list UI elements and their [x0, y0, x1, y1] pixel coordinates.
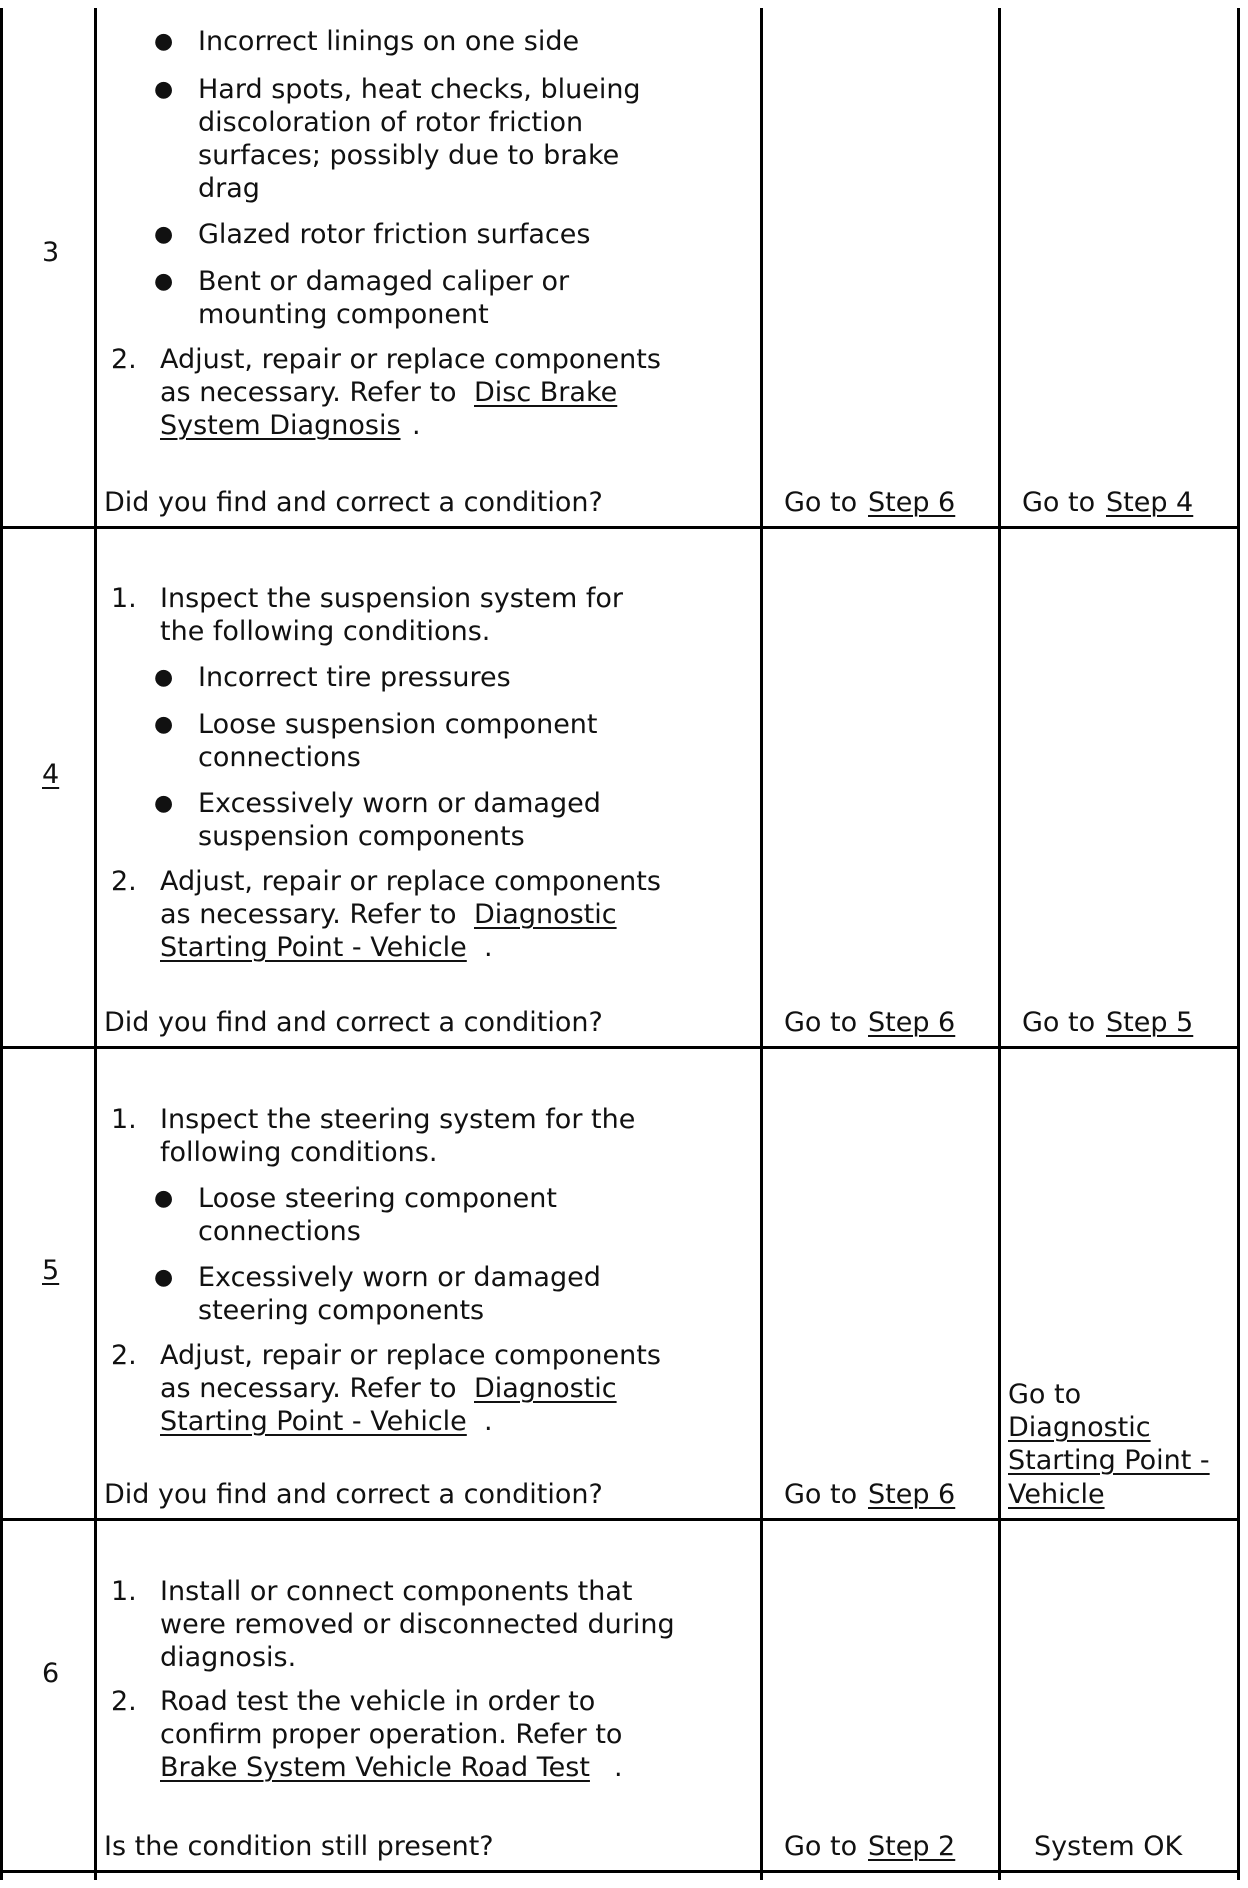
column-divider-yes	[760, 8, 763, 1880]
bullet: ●	[154, 222, 174, 247]
link-diagnostic-starting-point-cont[interactable]: Starting Point - Vehicle	[160, 1406, 467, 1437]
yes-link[interactable]: Step 6	[868, 487, 956, 518]
item-text: as necessary. Refer to	[160, 1373, 457, 1404]
bullet: ●	[154, 665, 174, 690]
item-text: Install or connect components that	[160, 1576, 633, 1607]
yes-link[interactable]: Step 6	[868, 1007, 956, 1038]
bullet-text: Loose suspension component	[198, 709, 598, 740]
no-link[interactable]: Step 4	[1106, 487, 1194, 518]
item-text: Inspect the steering system for the	[160, 1104, 636, 1135]
bullet-text: Incorrect tire pressures	[198, 662, 511, 693]
no-prefix: Go to	[1022, 1007, 1096, 1038]
yes-prefix: Go to	[784, 1831, 858, 1862]
no-prefix: Go to	[1022, 487, 1096, 518]
step-number: 6	[42, 1658, 60, 1689]
link-diagnostic-starting-point[interactable]: Diagnostic	[474, 1373, 617, 1404]
no-link-diagnostic[interactable]: Diagnostic	[1008, 1412, 1151, 1443]
item-text: diagnosis.	[160, 1642, 297, 1673]
yes-prefix: Go to	[784, 487, 858, 518]
link-road-test[interactable]: Brake System Vehicle Road Test	[160, 1752, 590, 1783]
item-number: 1.	[111, 1576, 137, 1607]
link-disc-brake[interactable]: Disc Brake	[474, 377, 618, 408]
bullet: ●	[154, 77, 174, 102]
bullet-text: Bent or damaged caliper or	[198, 266, 570, 297]
item-number: 2.	[111, 1340, 137, 1371]
no-prefix: Go to	[1008, 1379, 1082, 1410]
bullet: ●	[154, 1186, 174, 1211]
link-diagnostic-starting-point-cont[interactable]: Starting Point - Vehicle	[160, 932, 467, 963]
item-text: Inspect the suspension system for	[160, 583, 624, 614]
bullet-text: discoloration of rotor friction	[198, 107, 584, 138]
item-text: confirm proper operation. Refer to	[160, 1719, 623, 1750]
bullet-text: mounting component	[198, 299, 489, 330]
bullet-text: Excessively worn or damaged	[198, 788, 601, 819]
no-link-diagnostic-end[interactable]: Vehicle	[1008, 1479, 1105, 1510]
bullet-text: surfaces; possibly due to brake	[198, 140, 620, 171]
no-link[interactable]: Step 5	[1106, 1007, 1194, 1038]
bullet-text: Incorrect linings on one side	[198, 26, 580, 57]
column-divider-no	[998, 8, 1001, 1880]
yes-prefix: Go to	[784, 1479, 858, 1510]
table-border-bottom	[0, 1870, 1240, 1873]
bullet-text: Loose steering component	[198, 1183, 557, 1214]
link-diagnostic-starting-point[interactable]: Diagnostic	[474, 899, 617, 930]
table-border-left	[0, 8, 3, 1880]
bullet: ●	[154, 712, 174, 737]
yes-link[interactable]: Step 2	[868, 1831, 956, 1862]
bullet-text: steering components	[198, 1295, 485, 1326]
step-number[interactable]: 4	[42, 759, 60, 790]
bullet-text: Excessively worn or damaged	[198, 1262, 601, 1293]
bullet-text: Glazed rotor friction surfaces	[198, 219, 591, 250]
bullet-text: drag	[198, 173, 260, 204]
item-text: were removed or disconnected during	[160, 1609, 675, 1640]
question: Did you find and correct a condition?	[104, 1479, 603, 1510]
bullet-text: Hard spots, heat checks, blueing	[198, 74, 641, 105]
question: Did you find and correct a condition?	[104, 1007, 603, 1038]
bullet: ●	[154, 29, 174, 54]
yes-link[interactable]: Step 6	[868, 1479, 956, 1510]
yes-prefix: Go to	[784, 1007, 858, 1038]
step-number[interactable]: 5	[42, 1255, 60, 1286]
item-text: following conditions.	[160, 1137, 438, 1168]
row-divider-3-4	[0, 526, 1240, 529]
row-divider-5-6	[0, 1518, 1240, 1521]
no-link-diagnostic-cont[interactable]: Starting Point -	[1008, 1445, 1210, 1476]
item-number: 1.	[111, 1104, 137, 1135]
no-result: System OK	[1034, 1831, 1183, 1862]
bullet-text: connections	[198, 742, 361, 773]
question: Did you find and correct a condition?	[104, 487, 603, 518]
item-end: .	[412, 410, 421, 441]
item-number: 2.	[111, 1686, 137, 1717]
column-divider-step	[94, 8, 97, 1880]
question: Is the condition still present?	[104, 1831, 494, 1862]
step-number: 3	[42, 237, 60, 268]
item-text: Adjust, repair or replace components	[160, 344, 661, 375]
bullet: ●	[154, 1265, 174, 1290]
item-number: 2.	[111, 866, 137, 897]
item-end: .	[484, 932, 493, 963]
bullet: ●	[154, 791, 174, 816]
item-text: Road test the vehicle in order to	[160, 1686, 596, 1717]
item-text: as necessary. Refer to	[160, 377, 457, 408]
item-end: .	[484, 1406, 493, 1437]
link-disc-brake-cont[interactable]: System Diagnosis	[160, 410, 401, 441]
bullet-text: connections	[198, 1216, 361, 1247]
bullet: ●	[154, 269, 174, 294]
item-number: 1.	[111, 583, 137, 614]
item-number: 2.	[111, 344, 137, 375]
bullet-text: suspension components	[198, 821, 525, 852]
item-text: Adjust, repair or replace components	[160, 866, 661, 897]
item-text: Adjust, repair or replace components	[160, 1340, 661, 1371]
row-divider-4-5	[0, 1046, 1240, 1049]
item-end: .	[614, 1752, 623, 1783]
item-text: the following conditions.	[160, 616, 491, 647]
item-text: as necessary. Refer to	[160, 899, 457, 930]
table-border-right	[1237, 8, 1240, 1880]
